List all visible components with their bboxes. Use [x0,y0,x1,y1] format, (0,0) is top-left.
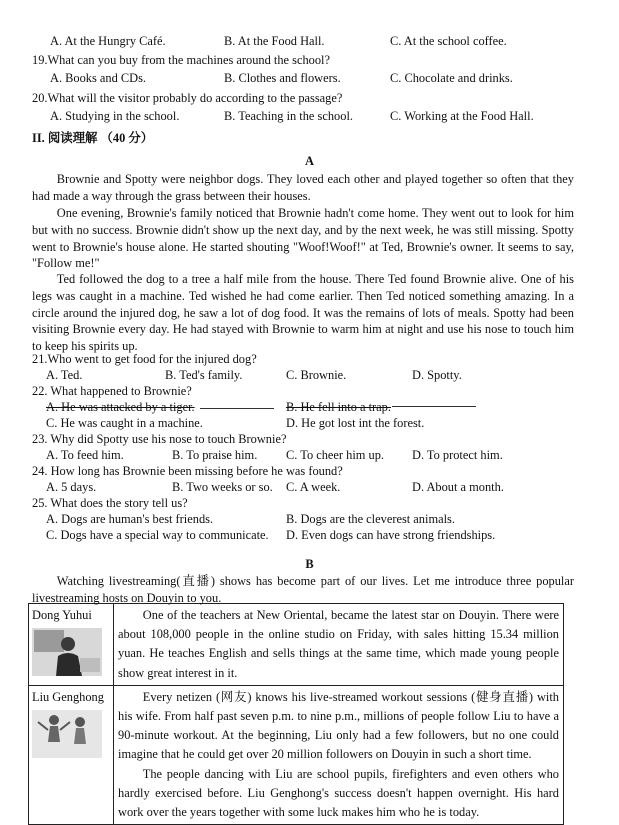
q25-option-d: D. Even dogs can have strong friendships. [286,528,496,542]
q25-option-b: B. Dogs are the cleverest animals. [286,512,455,526]
host-name-cell [29,685,114,824]
q21-option-c: C. Brownie. [286,368,347,382]
q20-option-a: A. Studying in the school. [50,109,180,123]
host-name-cell [29,604,114,686]
host-row [29,685,564,824]
host-description [114,685,564,824]
q24-option-a: A. 5 days. [46,480,97,494]
q22-option-c: C. He was caught in a machine. [46,416,203,430]
passage-b-intro: Watching livestreaming(直播) shows has become part of our lives. Let me introduce three popular livestreaming hosts on Douyin to you. [32,574,574,605]
host-paragraph: One of the teachers at New Oriental, became the latest star on Douyin. There were about 108,000 people in the online studio on Friday, with sales hitting 15.34 million yuan. He teaches English and sells things at the same time, which made young people show great interest in it. [118,608,559,680]
passage-a-paragraph-2: One evening, Brownie's family noticed that Brownie hadn't come home. They went out to look for him but with no success. Brownie didn't show up the next day, and by the next week, he was still missing. Spotty went to Brownie's house alone. He started shouting "Woof!Woof!" at Ted, Brownie's owner. It seems to say, "Follow me!" [32,206,574,271]
strike-extension-line [200,408,274,409]
q21-option-d: D. Spotty. [412,368,462,382]
q24-option-d: D. About a month. [412,480,504,494]
q20-question: 20.What will the visitor probably do according to the passage? [32,91,343,105]
host-name: Liu Genghong [32,689,104,704]
q23-option-c: C. To cheer him up. [286,448,385,462]
host-row [29,604,564,686]
liu-genghong-photo [32,710,102,758]
q23-option-b: B. To praise him. [172,448,258,462]
strike-extension-line [392,406,476,407]
q19-option-b: B. Clothes and flowers. [224,71,341,85]
q20-option-c: C. Working at the Food Hall. [390,109,534,123]
q22-option-a: A. He was attacked by a tiger. [46,400,195,414]
q24-option-c: C. A week. [286,480,341,494]
hosts-table [28,603,564,825]
host-paragraph: Every netizen (网友) knows his live-streamed workout sessions (健身直播) with his wife. From half past seven p.m. to nine p.m., millions of people follow Liu to have a 90-minute workout. At the beginning, Liu only had a few followers, but no one could imagine that he could get over 20 million followers on Douyin in such a short time. [118,689,559,762]
q21-option-a: A. Ted. [46,368,83,382]
q19-option-a: A. Books and CDs. [50,71,147,85]
q22-question: 22. What happened to Brownie? [32,384,192,398]
q22-option-b: B. He fell into a trap. [286,400,391,414]
q19-option-c: C. Chocolate and drinks. [390,71,513,85]
host-name: Dong Yuhui [32,608,92,622]
q19-question: 19.What can you buy from the machines around the school? [32,53,330,67]
q23-option-d: D. To protect him. [412,448,503,462]
host-paragraph: The people dancing with Liu are school pupils, firefighters and even others who hardly exercised before. Liu Genghong's success doesn't happen overnight. His hard work over the years together with some luck makes him who he is today. [118,766,559,820]
q23-option-a: A. To feed him. [46,448,124,462]
q20-option-b: B. Teaching in the school. [224,109,353,123]
q18-option-c: C. At the school coffee. [390,34,507,48]
q25-option-a: A. Dogs are human's best friends. [46,512,214,526]
q25-question: 25. What does the story tell us? [32,496,188,510]
dong-yuhui-photo [32,628,102,676]
section-title: II. 阅读理解 （40 分） [32,131,154,145]
q23-question: 23. Why did Spotty use his nose to touch Brownie? [32,432,287,446]
passage-b-label: B [305,557,314,571]
passage-a-paragraph-1: Brownie and Spotty were neighbor dogs. They loved each other and played together so often that they had made a way through the grass between their houses. [32,172,574,203]
q21-option-b: B. Ted's family. [165,368,243,382]
q25-option-c: C. Dogs have a special way to communicate. [46,528,269,542]
q24-option-b: B. Two weeks or so. [172,480,273,494]
q22-option-d: D. He got lost int the forest. [286,416,425,430]
host-description [114,604,564,686]
q21-question: 21.Who went to get food for the injured dog? [32,352,257,366]
q24-question: 24. How long has Brownie been missing before he was found? [32,464,343,478]
q18-option-a: A. At the Hungry Café. [50,34,166,48]
passage-a-label: A [305,154,314,168]
passage-a-paragraph-3: Ted followed the dog to a tree a half mile from the house. There Ted found Brownie alive. One of his legs was caught in a machine. Ted wished he had come earlier. Then Ted noticed something amazing. In a circle around the injured dog, he saw a lot of dog food. It was the remains of lots of meals. Spotty had been visiting Brownie every day. He had stayed with Brownie to warm him at night and use his nose to touch him to keep his spirits up. [32,272,574,354]
q18-option-b: B. At the Food Hall. [224,34,325,48]
